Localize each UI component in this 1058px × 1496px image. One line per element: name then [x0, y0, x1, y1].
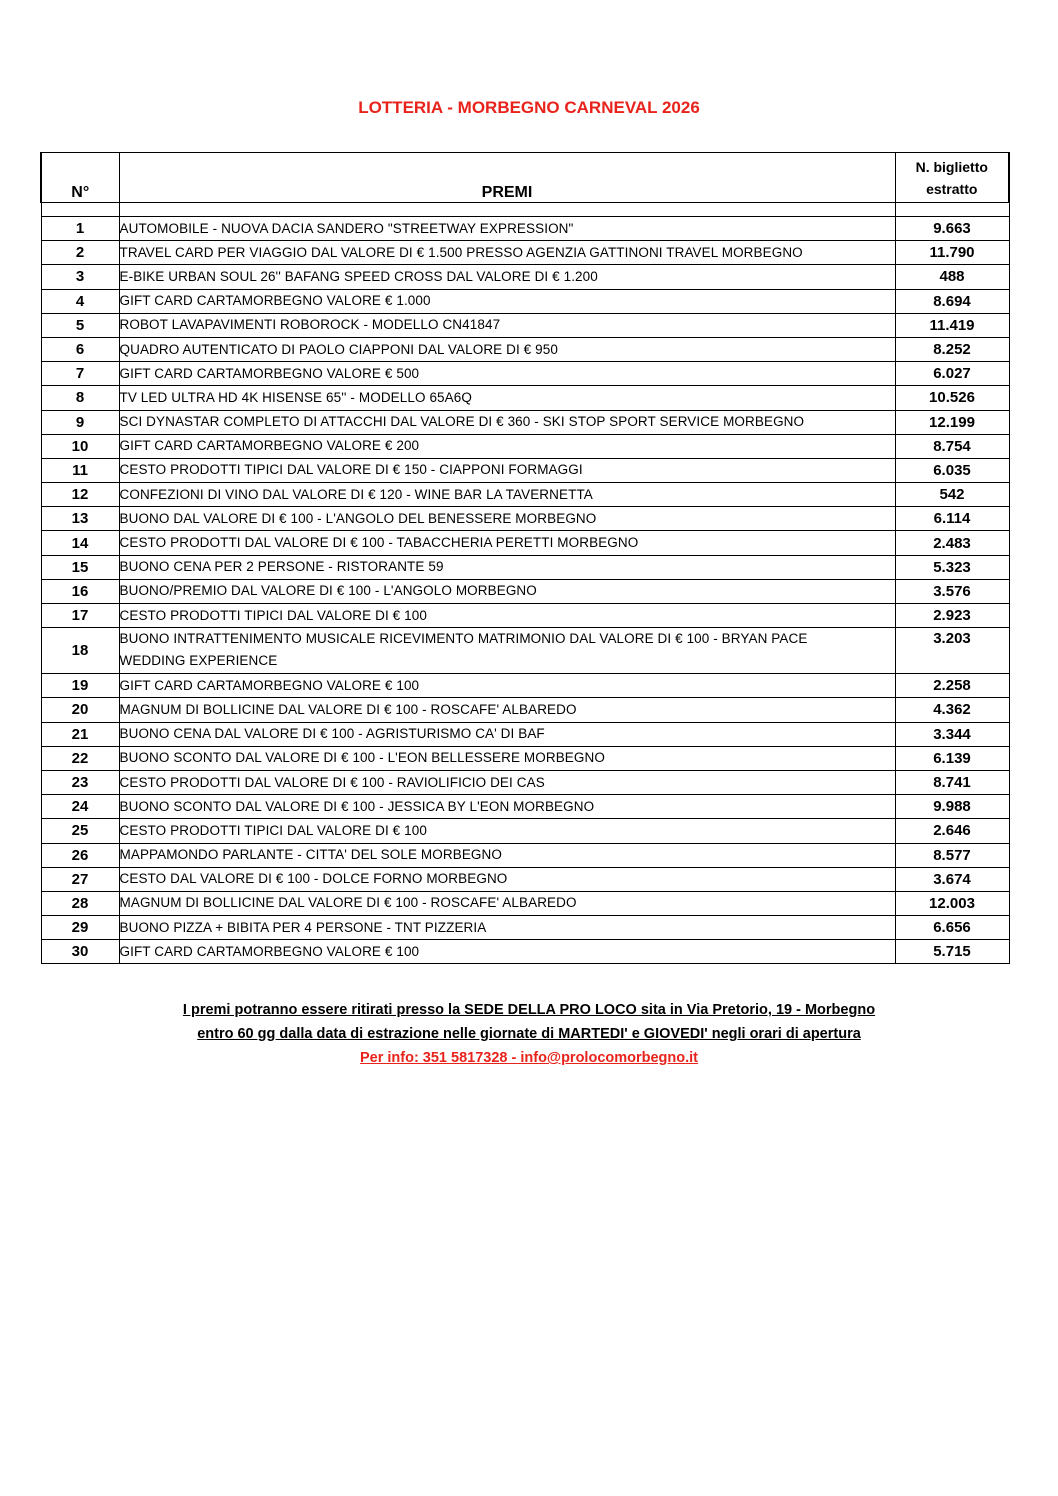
prize-description: CONFEZIONI DI VINO DAL VALORE DI € 120 - WINE BAR LA TAVERNETTA [119, 483, 895, 507]
prize-description: MAPPAMONDO PARLANTE - CITTA' DEL SOLE MORBEGNO [119, 843, 895, 867]
prize-description: CESTO PRODOTTI TIPICI DAL VALORE DI € 150 - CIAPPONI FORMAGGI [119, 458, 895, 482]
prize-description: CESTO PRODOTTI TIPICI DAL VALORE DI € 100 [119, 604, 895, 628]
winning-ticket-number: 12.003 [895, 891, 1009, 915]
prize-number: 4 [41, 289, 119, 313]
table-row [41, 313, 1009, 337]
prize-number: 6 [41, 337, 119, 361]
prize-number: 29 [41, 916, 119, 940]
table-row [41, 843, 1009, 867]
table-row [41, 217, 1009, 241]
prize-number: 23 [41, 770, 119, 794]
winning-ticket-number: 8.741 [895, 770, 1009, 794]
table-row [41, 916, 1009, 940]
prize-number: 3 [41, 265, 119, 289]
prize-number: 22 [41, 746, 119, 770]
winning-ticket-number: 3.203 [895, 628, 1009, 674]
table-row [41, 507, 1009, 531]
table-row [41, 337, 1009, 361]
prize-description: CESTO DAL VALORE DI € 100 - DOLCE FORNO MORBEGNO [119, 867, 895, 891]
prize-table-body [41, 203, 1009, 964]
spacer-cell [119, 203, 895, 217]
prize-number: 27 [41, 867, 119, 891]
footer-notice [0, 998, 1058, 1070]
prize-description: GIFT CARD CARTAMORBEGNO VALORE € 200 [119, 434, 895, 458]
header-number: N° [41, 153, 119, 203]
prize-number: 5 [41, 313, 119, 337]
prize-number: 1 [41, 217, 119, 241]
table-row [41, 483, 1009, 507]
winning-ticket-number: 6.027 [895, 362, 1009, 386]
prize-number: 15 [41, 555, 119, 579]
prize-description: MAGNUM DI BOLLICINE DAL VALORE DI € 100 - ROSCAFE' ALBAREDO [119, 698, 895, 722]
prize-number: 26 [41, 843, 119, 867]
winning-ticket-number: 6.035 [895, 458, 1009, 482]
prize-description: CESTO PRODOTTI TIPICI DAL VALORE DI € 100 [119, 819, 895, 843]
winning-ticket-number: 8.252 [895, 337, 1009, 361]
table-row [41, 531, 1009, 555]
spacer-row [41, 203, 1009, 217]
table-row [41, 746, 1009, 770]
winning-ticket-number: 6.114 [895, 507, 1009, 531]
prize-number: 12 [41, 483, 119, 507]
header-prize: PREMI [119, 153, 895, 203]
table-row [41, 795, 1009, 819]
prize-description: GIFT CARD CARTAMORBEGNO VALORE € 100 [119, 674, 895, 698]
prize-description: CESTO PRODOTTI DAL VALORE DI € 100 - TABACCHERIA PERETTI MORBEGNO [119, 531, 895, 555]
table-row [41, 434, 1009, 458]
winning-ticket-number: 2.923 [895, 604, 1009, 628]
prize-number: 10 [41, 434, 119, 458]
prize-description: AUTOMOBILE - NUOVA DACIA SANDERO "STREETWAY EXPRESSION" [119, 217, 895, 241]
prize-number: 17 [41, 604, 119, 628]
winning-ticket-number: 9.663 [895, 217, 1009, 241]
prize-number: 25 [41, 819, 119, 843]
table-row [41, 579, 1009, 603]
winning-ticket-number: 12.199 [895, 410, 1009, 434]
prize-number: 8 [41, 386, 119, 410]
winning-ticket-number: 3.674 [895, 867, 1009, 891]
winning-ticket-number: 8.694 [895, 289, 1009, 313]
prize-number: 18 [41, 628, 119, 674]
footer-line-deadline: entro 60 gg dalla data di estrazione nelle giornate di MARTEDI' e GIOVEDI' negli orari di apertura [197, 1026, 861, 1042]
prize-description: CESTO PRODOTTI DAL VALORE DI € 100 - RAVIOLIFICIO DEI CAS [119, 770, 895, 794]
table-row [41, 604, 1009, 628]
winning-ticket-number: 3.576 [895, 579, 1009, 603]
prize-number: 14 [41, 531, 119, 555]
winning-ticket-number: 488 [895, 265, 1009, 289]
table-row [41, 265, 1009, 289]
prize-description: BUONO INTRATTENIMENTO MUSICALE RICEVIMENTO MATRIMONIO DAL VALORE DI € 100 - BRYAN PACE WEDDING EXPERIENCE [119, 628, 895, 674]
prize-description: BUONO SCONTO DAL VALORE DI € 100 - L'EON BELLESSERE MORBEGNO [119, 746, 895, 770]
prize-number: 28 [41, 891, 119, 915]
table-row [41, 410, 1009, 434]
prize-description: BUONO/PREMIO DAL VALORE DI € 100 - L'ANGOLO MORBEGNO [119, 579, 895, 603]
prize-description: MAGNUM DI BOLLICINE DAL VALORE DI € 100 - ROSCAFE' ALBAREDO [119, 891, 895, 915]
table-row [41, 770, 1009, 794]
table-row [41, 722, 1009, 746]
table-row [41, 940, 1009, 964]
winning-ticket-number: 11.790 [895, 241, 1009, 265]
prize-description: GIFT CARD CARTAMORBEGNO VALORE € 500 [119, 362, 895, 386]
table-row [41, 891, 1009, 915]
winning-ticket-number: 3.344 [895, 722, 1009, 746]
prize-description: QUADRO AUTENTICATO DI PAOLO CIAPPONI DAL VALORE DI € 950 [119, 337, 895, 361]
table-row [41, 674, 1009, 698]
prize-description: BUONO CENA DAL VALORE DI € 100 - AGRISTURISMO CA' DI BAF [119, 722, 895, 746]
prize-number: 13 [41, 507, 119, 531]
prize-number: 30 [41, 940, 119, 964]
prize-description: BUONO DAL VALORE DI € 100 - L'ANGOLO DEL BENESSERE MORBEGNO [119, 507, 895, 531]
prize-number: 16 [41, 579, 119, 603]
prize-description: E-BIKE URBAN SOUL 26'' BAFANG SPEED CROSS DAL VALORE DI € 1.200 [119, 265, 895, 289]
table-row [41, 628, 1009, 674]
winning-ticket-number: 5.715 [895, 940, 1009, 964]
winning-ticket-number: 8.577 [895, 843, 1009, 867]
prize-description: TV LED ULTRA HD 4K HISENSE 65'' - MODELLO 65A6Q [119, 386, 895, 410]
prize-number: 7 [41, 362, 119, 386]
header-ticket: N. biglietto estratto [895, 153, 1009, 203]
page-title: LOTTERIA - MORBEGNO CARNEVAL 2026 [358, 98, 700, 117]
prize-description: BUONO CENA PER 2 PERSONE - RISTORANTE 59 [119, 555, 895, 579]
winning-ticket-number: 2.483 [895, 531, 1009, 555]
winning-ticket-number: 8.754 [895, 434, 1009, 458]
winning-ticket-number: 6.656 [895, 916, 1009, 940]
winning-ticket-number: 9.988 [895, 795, 1009, 819]
table-row [41, 555, 1009, 579]
prize-number: 21 [41, 722, 119, 746]
winning-ticket-number: 10.526 [895, 386, 1009, 410]
winning-ticket-number: 2.646 [895, 819, 1009, 843]
prize-description: BUONO SCONTO DAL VALORE DI € 100 - JESSICA BY L'EON MORBEGNO [119, 795, 895, 819]
winning-ticket-number: 2.258 [895, 674, 1009, 698]
footer-line-pickup: I premi potranno essere ritirati presso la SEDE DELLA PRO LOCO sita in Via Pretorio, 19 - Morbegno [182, 1002, 876, 1018]
winning-ticket-number: 542 [895, 483, 1009, 507]
table-row [41, 386, 1009, 410]
spacer-cell [895, 203, 1009, 217]
prize-table [40, 152, 1010, 964]
prize-number: 11 [41, 458, 119, 482]
table-row [41, 241, 1009, 265]
winning-ticket-number: 6.139 [895, 746, 1009, 770]
winning-ticket-number: 11.419 [895, 313, 1009, 337]
winning-ticket-number: 5.323 [895, 555, 1009, 579]
table-row [41, 698, 1009, 722]
prize-description: GIFT CARD CARTAMORBEGNO VALORE € 1.000 [119, 289, 895, 313]
prize-description: TRAVEL CARD PER VIAGGIO DAL VALORE DI € 1.500 PRESSO AGENZIA GATTINONI TRAVEL MORBEGNO [119, 241, 895, 265]
prize-number: 9 [41, 410, 119, 434]
table-row [41, 458, 1009, 482]
prize-description: SCI DYNASTAR COMPLETO DI ATTACCHI DAL VALORE DI € 360 - SKI STOP SPORT SERVICE MORBEGNO [119, 410, 895, 434]
prize-number: 20 [41, 698, 119, 722]
prize-number: 24 [41, 795, 119, 819]
table-row [41, 819, 1009, 843]
prize-description: ROBOT LAVAPAVIMENTI ROBOROCK - MODELLO CN41847 [119, 313, 895, 337]
winning-ticket-number: 4.362 [895, 698, 1009, 722]
prize-description: BUONO PIZZA + BIBITA PER 4 PERSONE - TNT PIZZERIA [119, 916, 895, 940]
footer-contact-info: Per info: 351 5817328 - info@prolocomorbegno.it [359, 1050, 699, 1066]
prize-number: 2 [41, 241, 119, 265]
prize-description: GIFT CARD CARTAMORBEGNO VALORE € 100 [119, 940, 895, 964]
table-row [41, 289, 1009, 313]
table-row [41, 867, 1009, 891]
table-row [41, 362, 1009, 386]
prize-number: 19 [41, 674, 119, 698]
prize-table-header [41, 153, 1009, 203]
spacer-cell [41, 203, 119, 217]
